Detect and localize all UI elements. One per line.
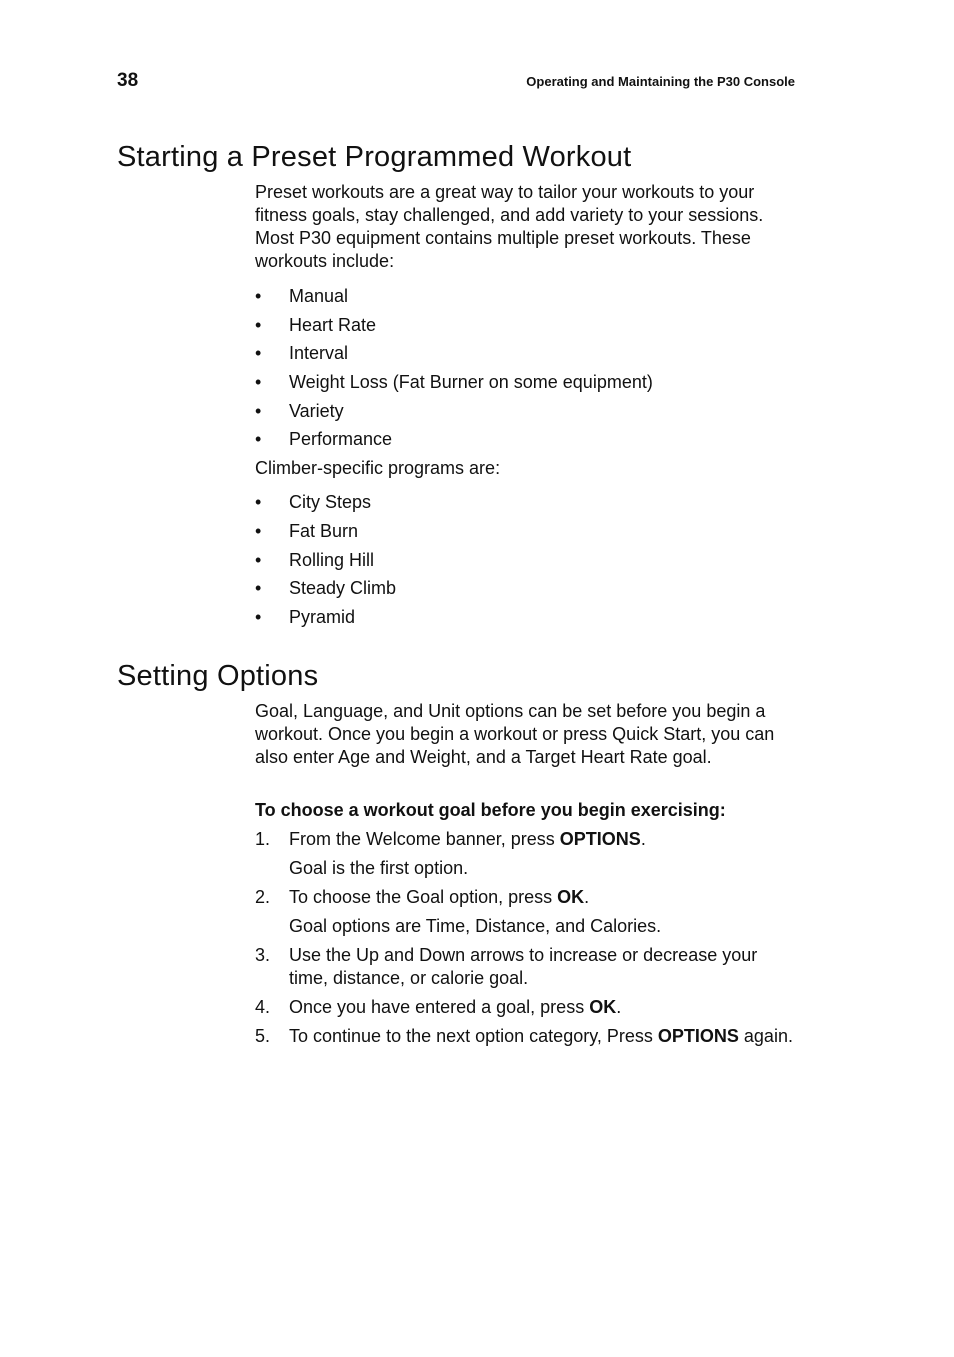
list-item: • Steady Climb bbox=[255, 578, 397, 599]
bullet: • bbox=[255, 429, 262, 450]
section-title-setting-options: Setting Options bbox=[117, 660, 319, 692]
preset-intro: Preset workouts are a great way to tailor your workouts to your fitness goals, stay challenged, and add variety to your sessions. Most P30 equipment contains multiple preset workouts. These workouts include: bbox=[255, 182, 764, 271]
bullet: • bbox=[255, 578, 262, 599]
procedure-steps bbox=[255, 828, 795, 1048]
bullet: • bbox=[255, 492, 262, 513]
preset-workout-section bbox=[255, 181, 795, 635]
list-item: • Performance bbox=[255, 429, 393, 450]
bullet: • bbox=[255, 606, 262, 627]
list-item: • Heart Rate bbox=[255, 314, 377, 335]
list-item: • Manual bbox=[255, 286, 349, 306]
list-item: • Rolling Hill bbox=[255, 549, 375, 570]
procedure-heading: To choose a workout goal before you begin exercising: bbox=[255, 800, 726, 820]
step-item: 5. To continue to the next option category, Press OPTIONS again. bbox=[255, 1026, 793, 1046]
options-intro: Goal, Language, and Unit options can be set before you begin a workout. Once you begin a workout or press Quick Start, you can also enter Age and Weight, and a Target Heart Rate goal. bbox=[255, 701, 775, 767]
bullet: • bbox=[255, 314, 262, 335]
step-note: Goal options are Time, Distance, and Calories. bbox=[289, 916, 662, 936]
step-item: 2. To choose the Goal option, press OK. bbox=[255, 887, 590, 907]
bullet: • bbox=[255, 343, 262, 364]
list-item: • Weight Loss (Fat Burner on some equipment) bbox=[255, 372, 653, 393]
step-item: 3. Use the Up and Down arrows to increase or decrease your time, distance, or calorie goal. bbox=[255, 945, 758, 988]
page-number: 38 bbox=[117, 70, 139, 91]
step-item: 1. From the Welcome banner, press OPTIONS. bbox=[255, 829, 646, 849]
bullet: • bbox=[255, 400, 262, 421]
bullet: • bbox=[255, 372, 262, 393]
bullet: • bbox=[255, 520, 262, 541]
list-item: • Fat Burn bbox=[255, 520, 359, 541]
step-item: 4. Once you have entered a goal, press OK. bbox=[255, 997, 622, 1017]
running-header: Operating and Maintaining the P30 Console bbox=[526, 74, 795, 89]
list-item: • City Steps bbox=[255, 492, 372, 513]
section-title-preset-workout: Starting a Preset Programmed Workout bbox=[117, 141, 632, 173]
bullet: • bbox=[255, 549, 262, 570]
setting-options-section bbox=[255, 700, 795, 1054]
step-note: Goal is the first option. bbox=[289, 858, 469, 878]
workout-list bbox=[255, 285, 795, 457]
bullet: • bbox=[255, 286, 262, 306]
list-item: • Variety bbox=[255, 400, 344, 421]
climber-program-list bbox=[255, 491, 795, 634]
climber-intro: Climber-specific programs are: bbox=[255, 458, 501, 479]
list-item: • Pyramid bbox=[255, 606, 356, 627]
list-item: • Interval bbox=[255, 343, 349, 364]
